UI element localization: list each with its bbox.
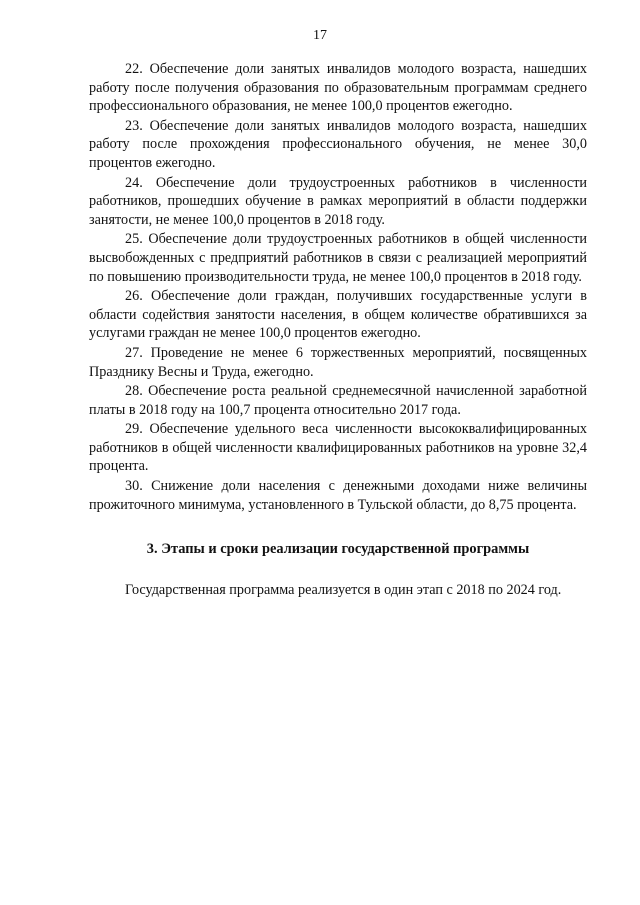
list-item-22: 22. Обеспечение доли занятых инвалидов молодого возраста, нашедших работу после получения образования по образовательным программам среднего профессионального образования, не менее 100,0 процентов ежегодно. — [89, 61, 587, 115]
list-item-28: 28. Обеспечение роста реальной среднемесячной начисленной заработной платы в 2018 году на 100,7 процента относительно 2017 года. — [89, 383, 587, 418]
list-item-27: 27. Проведение не менее 6 торжественных мероприятий, посвященных Празднику Весны и Труда, ежегодно. — [89, 344, 587, 380]
section-heading: 3. Этапы и сроки реализации государственной программы — [146, 541, 530, 558]
section-paragraph: Государственная программа реализуется в один этап с 2018 по 2024 год. — [125, 582, 562, 599]
list-item-25: 25. Обеспечение доли трудоустроенных работников в общей численности высвобожденных с предприятий работников в связи с реализацией мероприятий по повышению производительности труда, не менее 100,0 процентов в 2018 году. — [89, 231, 587, 285]
page-number: 17 — [313, 28, 327, 43]
list-item-24: 24. Обеспечение доли трудоустроенных работников в численности работников, прошедших обучение в рамках мероприятий в области поддержки занятости, не менее 100,0 процентов в 2018 году. — [89, 174, 587, 228]
list-item-26: 26. Обеспечение доли граждан, получивших государственные услуги в области содействия занятости населения, в общем количестве обратившихся за услугами граждан не менее 100,0 процентов ежегодно. — [89, 288, 587, 342]
list-item-23: 23. Обеспечение доли занятых инвалидов молодого возраста, нашедших работу после прохождения профессионального обучения, не менее 30,0 процентов ежегодно. — [89, 117, 587, 171]
document-body — [89, 60, 587, 600]
list-item-30: 30. Снижение доли населения с денежными доходами ниже величины прожиточного минимума, установленного в Тульской области, до 8,75 процента. — [89, 478, 587, 513]
list-item-29: 29. Обеспечение удельного веса численности высококвалифицированных работников в общей численности квалифицированных работников на уровне 32,4 процента. — [89, 421, 587, 475]
